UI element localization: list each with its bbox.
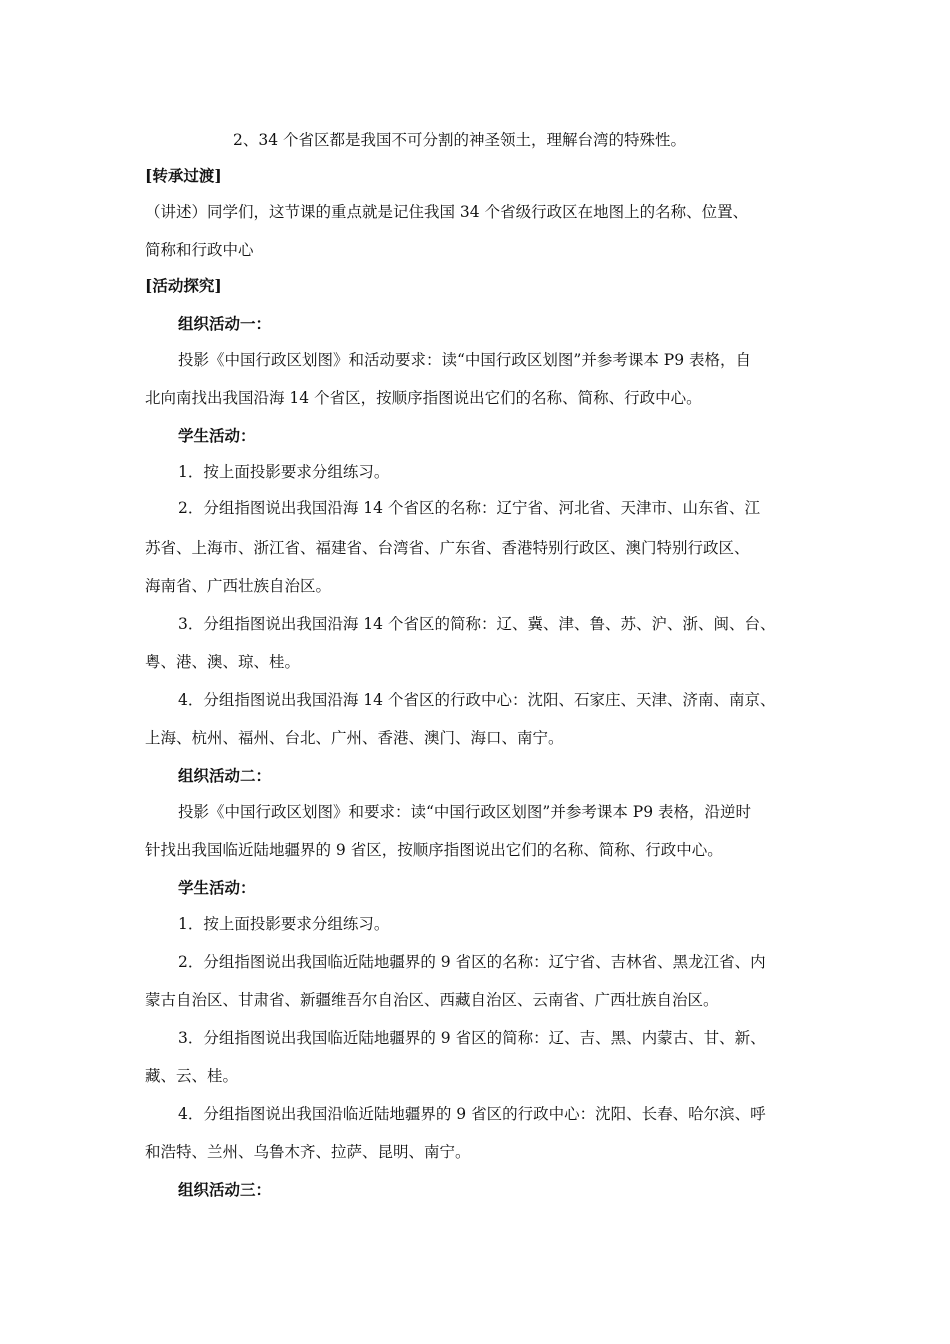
paragraph-line: 北向南找出我国沿海 14 个省区，按顺序指图说出它们的名称、简称、行政中心。: [145, 389, 702, 407]
list-item-continuation: 粤、港、澳、琼、桂。: [145, 653, 301, 671]
list-item: 4．分组指图说出我国沿临近陆地疆界的 9 省区的行政中心：沈阳、长春、哈尔滨、呼: [178, 1105, 766, 1123]
list-item-continuation: 蒙古自治区、甘肃省、新疆维吾尔自治区、西藏自治区、云南省、广西壮族自治区。: [145, 991, 719, 1009]
activity-heading-1: 组织活动一：: [178, 314, 272, 333]
list-item-continuation: 海南省、广西壮族自治区。: [145, 577, 332, 595]
section-heading-transition: [转承过渡]: [145, 166, 222, 185]
paragraph-line: 简称和行政中心: [145, 241, 254, 259]
section-heading-activity: [活动探究]: [145, 276, 222, 295]
list-item: 3．分组指图说出我国沿海 14 个省区的简称：辽、冀、津、鲁、苏、沪、浙、闽、台、: [178, 615, 776, 633]
list-item-continuation: 苏省、上海市、浙江省、福建省、台湾省、广东省、香港特别行政区、澳门特别行政区、: [145, 539, 750, 557]
list-item: 4．分组指图说出我国沿海 14 个省区的行政中心：沈阳、石家庄、天津、济南、南京、: [178, 691, 776, 709]
goal-item-2: 2、34 个省区都是我国不可分割的神圣领土，理解台湾的特殊性。: [233, 131, 687, 149]
paragraph-line: 投影《中国行政区划图》和要求：读“中国行政区划图”并参考课本 P9 表格，沿逆时: [178, 803, 751, 821]
student-activity-heading: 学生活动：: [178, 878, 256, 897]
list-item-continuation: 上海、杭州、福州、台北、广州、香港、澳门、海口、南宁。: [145, 729, 564, 747]
paragraph-line: 投影《中国行政区划图》和活动要求：读“中国行政区划图”并参考课本 P9 表格，自: [178, 351, 751, 369]
paragraph-line: （讲述）同学们，这节课的重点就是记住我国 34 个省级行政区在地图上的名称、位置、: [145, 203, 749, 221]
list-item: 1．按上面投影要求分组练习。: [178, 463, 390, 481]
list-item: 2．分组指图说出我国临近陆地疆界的 9 省区的名称：辽宁省、吉林省、黑龙江省、内: [178, 953, 766, 971]
list-item: 3．分组指图说出我国临近陆地疆界的 9 省区的简称：辽、吉、黑、内蒙古、甘、新、: [178, 1029, 766, 1047]
activity-heading-3: 组织活动三：: [178, 1180, 272, 1199]
activity-heading-2: 组织活动二：: [178, 766, 272, 785]
list-item-continuation: 藏、云、桂。: [145, 1067, 239, 1085]
list-item: 2．分组指图说出我国沿海 14 个省区的名称：辽宁省、河北省、天津市、山东省、江: [178, 499, 760, 517]
list-item: 1．按上面投影要求分组练习。: [178, 915, 390, 933]
student-activity-heading: 学生活动：: [178, 426, 256, 445]
list-item-continuation: 和浩特、兰州、乌鲁木齐、拉萨、昆明、南宁。: [145, 1143, 471, 1161]
paragraph-line: 针找出我国临近陆地疆界的 9 省区，按顺序指图说出它们的名称、简称、行政中心。: [145, 841, 723, 859]
